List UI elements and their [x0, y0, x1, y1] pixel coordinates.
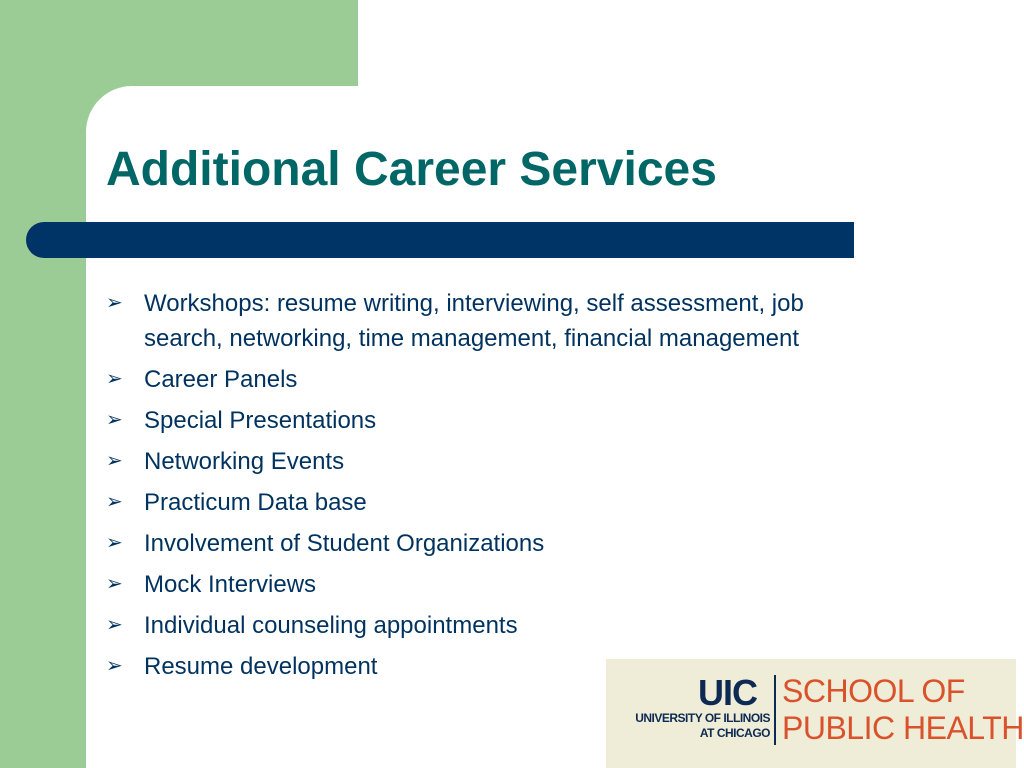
arrow-bullet-icon: ➢ — [106, 292, 123, 314]
arrow-bullet-icon: ➢ — [106, 368, 123, 390]
bullet-item-practicum-database — [100, 485, 860, 520]
logo-uic-wordmark: UIC — [698, 672, 757, 713]
bullet-text: Practicum Data base — [144, 489, 367, 516]
bullet-item-student-organizations — [100, 526, 860, 561]
logo-school-line-2: PUBLIC HEALTH — [782, 710, 1024, 746]
bullet-text: Resume development — [144, 653, 378, 680]
bullet-list — [100, 286, 860, 690]
logo-university-line-1: UNIVERSITY OF ILLINOIS — [635, 711, 770, 725]
arrow-bullet-icon: ➢ — [106, 655, 123, 677]
bullet-item-career-panels — [100, 362, 860, 397]
bullet-item-special-presentations — [100, 403, 860, 438]
bullet-item-counseling — [100, 608, 860, 643]
bullet-text: Mock Interviews — [144, 571, 317, 598]
bullet-text: Involvement of Student Organizations — [144, 530, 545, 557]
bullet-item-mock-interviews — [100, 567, 860, 602]
arrow-bullet-icon: ➢ — [106, 614, 123, 636]
arrow-bullet-icon: ➢ — [106, 450, 123, 472]
bullet-item-workshops — [100, 286, 860, 356]
arrow-bullet-icon: ➢ — [106, 409, 123, 431]
logo-school-name — [782, 673, 1024, 747]
bullet-text: Workshops: resume writing, interviewing, self assessment, job search, networking, time management, financial management — [144, 290, 804, 352]
bullet-item-networking-events — [100, 444, 860, 479]
title-divider-bar — [26, 222, 854, 258]
logo-university-name — [635, 711, 770, 741]
bullet-text: Networking Events — [144, 448, 345, 475]
arrow-bullet-icon: ➢ — [106, 573, 123, 595]
uic-school-of-public-health-logo — [606, 659, 1024, 768]
bullet-text: Special Presentations — [144, 407, 377, 434]
bullet-text: Career Panels — [144, 366, 298, 393]
logo-university-line-2: AT CHICAGO — [699, 726, 770, 740]
arrow-bullet-icon: ➢ — [106, 532, 123, 554]
arrow-bullet-icon: ➢ — [106, 491, 123, 513]
bullet-text: Individual counseling appointments — [144, 612, 518, 639]
logo-divider — [774, 675, 776, 745]
logo-school-line-1: SCHOOL OF — [782, 673, 965, 709]
slide-title: Additional Career Services — [106, 143, 717, 196]
